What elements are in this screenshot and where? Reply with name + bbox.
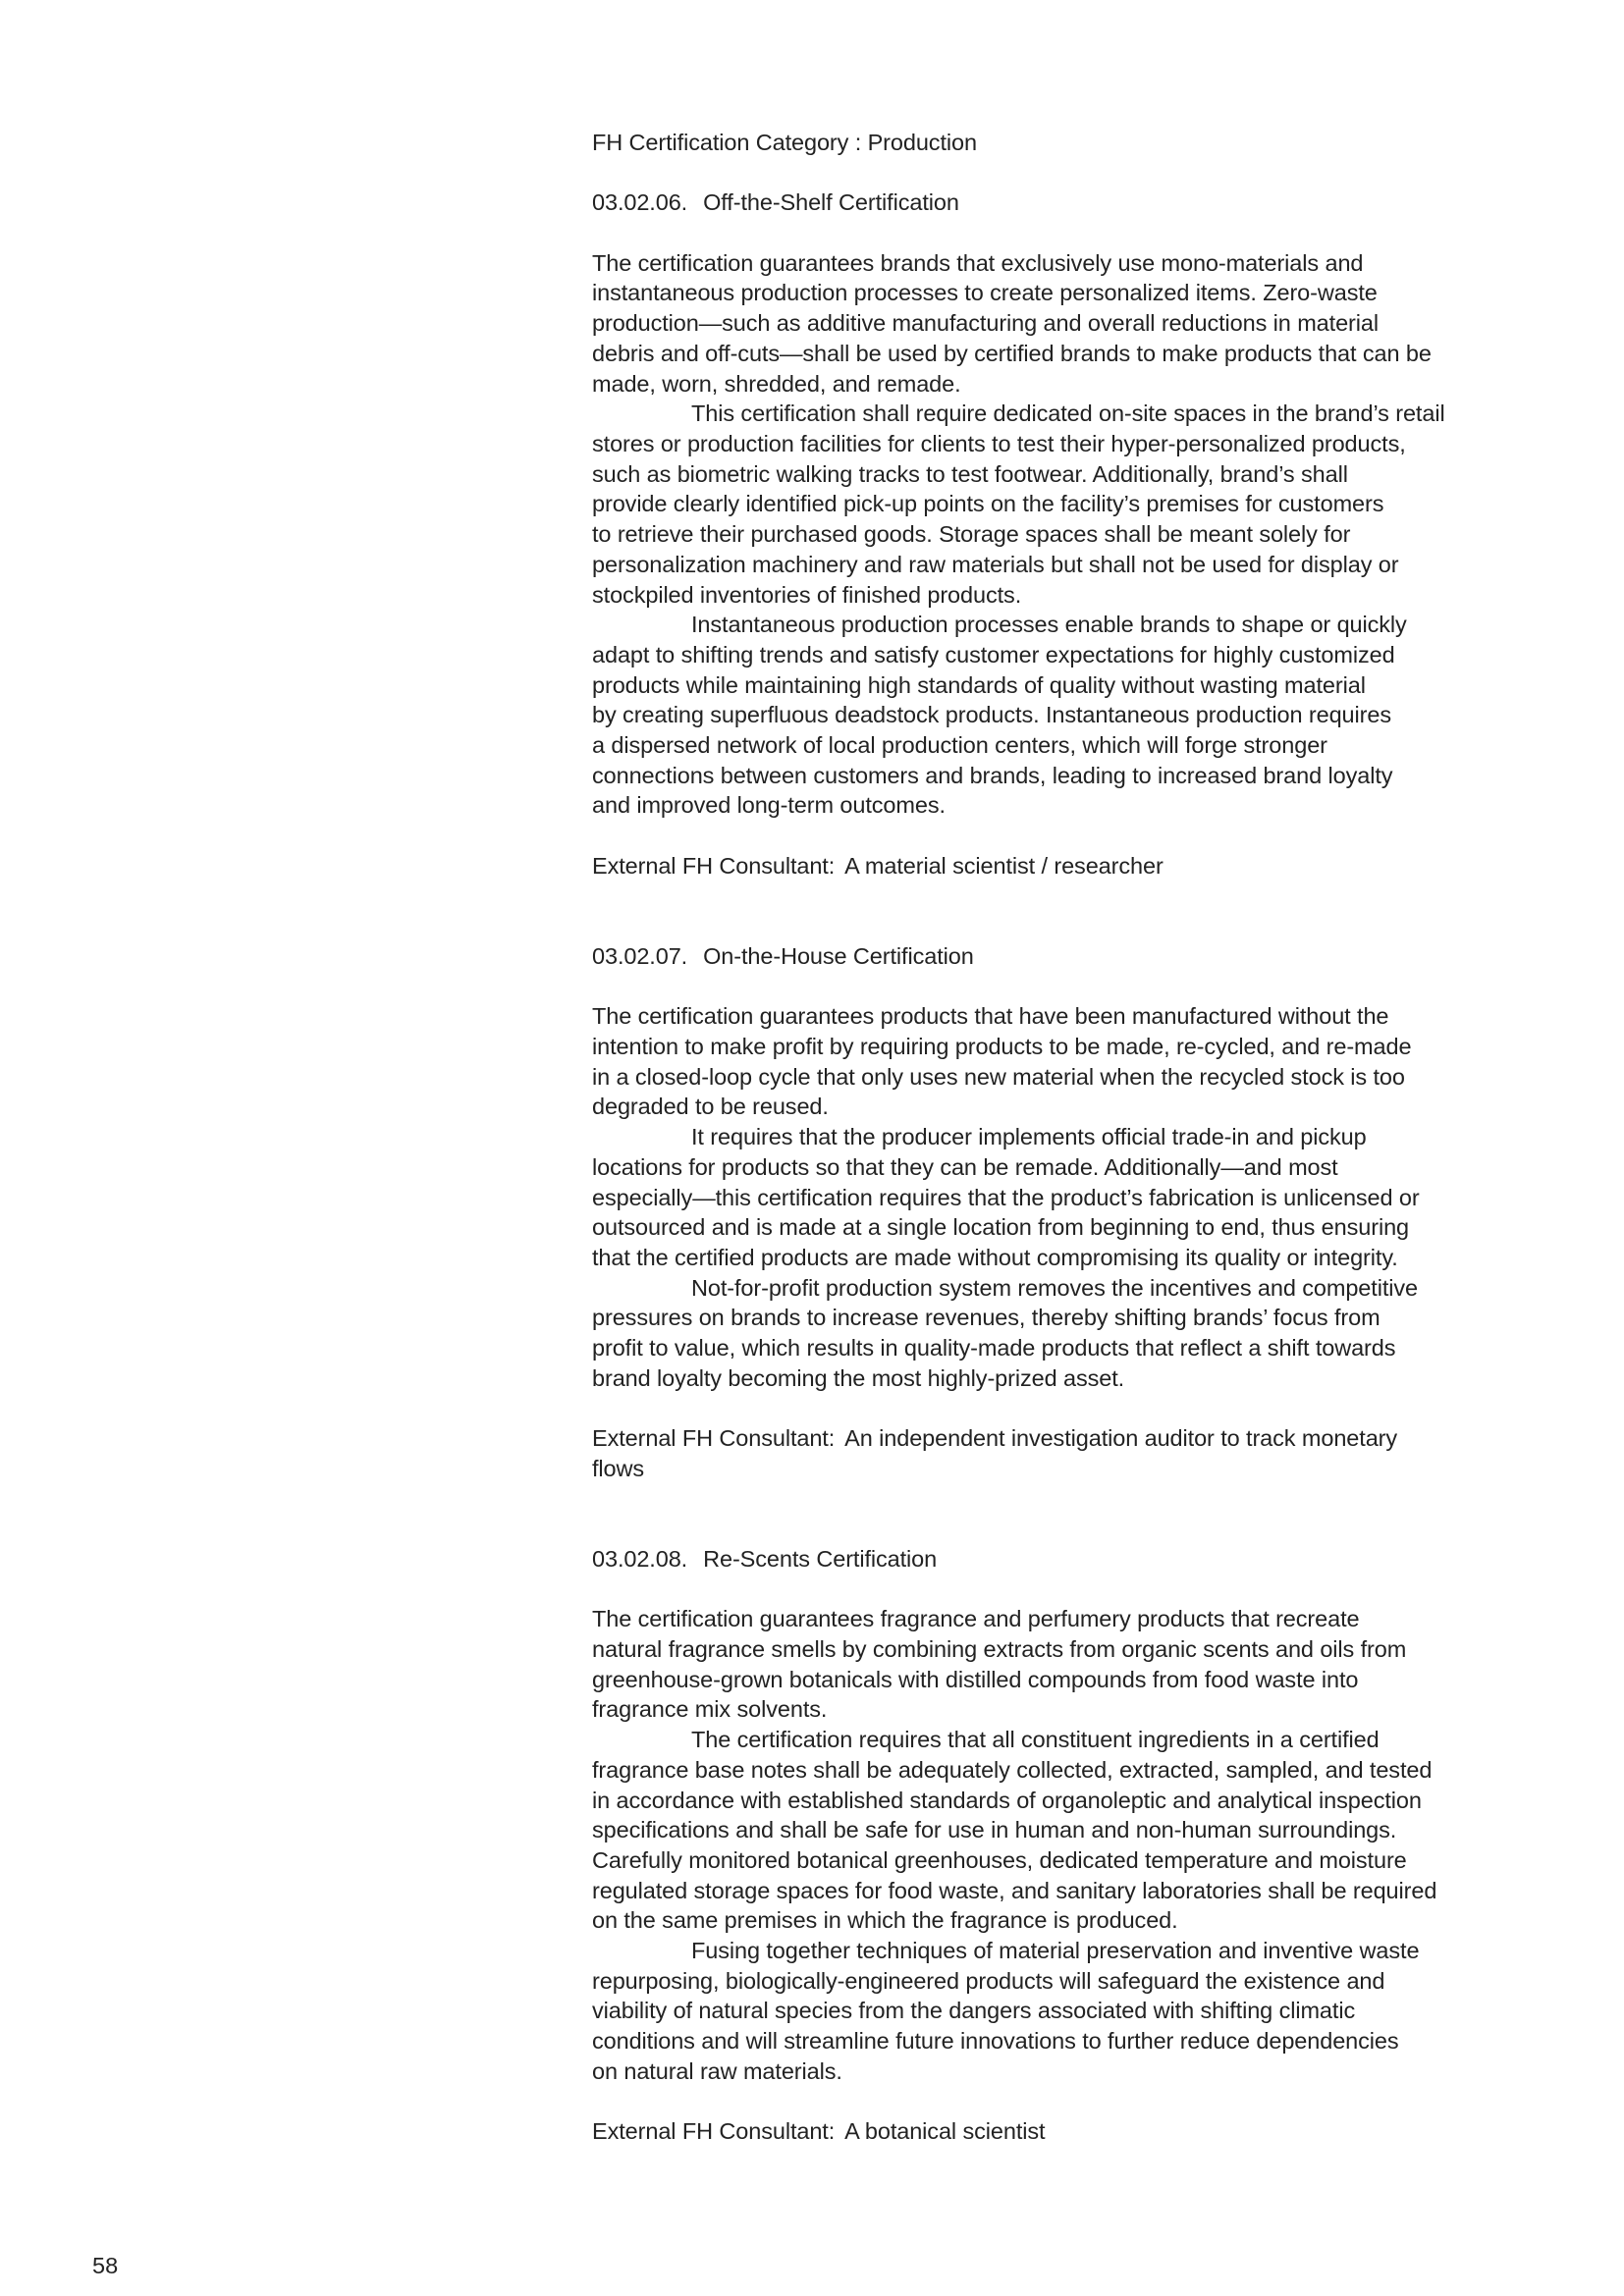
body-line: natural fragrance smells by combining extracts from organic scents and oils from [592,1636,1407,1663]
body-line: stores or production facilities for clients to test their hyper-personalized products, [592,431,1406,456]
body-line: brand loyalty becoming the most highly-prized asset. [592,1364,1125,1391]
body-line: outsourced and is made at a single location from beginning to end, thus ensuring [592,1214,1410,1241]
body-line: specifications and shall be safe for use in human and non-human surroundings. [592,1817,1397,1843]
certification-category: FH Certification Category : Production [592,130,977,155]
section-title: On-the-House Certification [703,942,974,969]
body-line: It requires that the producer implements official trade-in and pickup [691,1124,1367,1150]
body-line: Not-for-profit production system removes the incentives and competitive [691,1274,1419,1301]
consultant-line [592,1423,1552,1454]
section-title: Re-Scents Certification [703,1545,938,1572]
body-line: by creating superfluous deadstock products. Instantaneous production requires [592,702,1391,728]
section-heading [592,941,1552,972]
section-on-the-house [592,941,1552,1484]
document-column [592,128,1552,2147]
external-consultant [592,1423,1552,1483]
body-line: greenhouse-grown botanicals with distilled compounds from food waste into [592,1666,1359,1692]
body-line: The certification guarantees fragrance and perfumery products that recreate [592,1606,1360,1632]
consultant-label: External FH Consultant: [592,2118,836,2145]
body-line: in accordance with established standards of organoleptic and analytical inspection [592,1787,1422,1813]
consultant-line: flows [592,1455,645,1481]
body-line: locations for products so that they can be remade. Additionally—and most [592,1153,1338,1180]
body-line: The certification guarantees brands that exclusively use mono-materials and [592,249,1364,276]
page-number: 58 [92,2253,119,2278]
body-line: fragrance base notes shall be adequately collected, extracted, sampled, and tested [592,1756,1433,1783]
body-line: pressures on brands to increase revenues, thereby shifting brands’ focus from [592,1305,1380,1331]
body-line: such as biometric walking tracks to test footwear. Additionally, brand’s shall [592,460,1348,487]
body-line: products while maintaining high standards of quality without wasting material [592,671,1366,698]
body-line: on natural raw materials. [592,2057,842,2084]
body-line: Fusing together techniques of material preservation and inventive waste [691,1938,1420,1964]
body-line: regulated storage spaces for food waste, and sanitary laboratories shall be required [592,1877,1437,1903]
consultant-label: External FH Consultant: [592,852,836,879]
body-line: Instantaneous production processes enable brands to shape or quickly [691,612,1407,638]
body-line: provide clearly identified pick-up points on the facility’s premises for customers [592,491,1384,517]
body-line: especially—this certification requires that the product’s fabrication is unlicensed or [592,1184,1420,1210]
consultant-line [592,2116,1552,2147]
body-line: made, worn, shredded, and remade. [592,370,961,397]
body-line: production—such as additive manufacturing and overall reductions in material [592,310,1379,337]
section-number: 03.02.07. [592,942,688,969]
section-body [592,1001,1552,1393]
body-line: a dispersed network of local production centers, which will forge stronger [592,732,1327,759]
section-off-the-shelf [592,187,1552,881]
section-heading [592,187,1552,218]
body-line: adapt to shifting trends and satisfy customer expectations for highly customized [592,641,1395,667]
section-body [592,248,1552,821]
body-line: viability of natural species from the dangers associated with shifting climatic [592,1998,1356,2024]
body-line: Carefully monitored botanical greenhouses, dedicated temperature and moisture [592,1846,1407,1873]
body-line: fragrance mix solvents. [592,1696,828,1723]
body-line: This certification shall require dedicated on-site spaces in the brand’s retail [691,400,1445,427]
section-number: 03.02.06. [592,189,688,216]
body-line: intention to make profit by requiring products to be made, re-cycled, and re-made [592,1034,1412,1060]
body-line: degraded to be reused. [592,1094,829,1120]
body-line: stockpiled inventories of finished products. [592,581,1022,608]
section-re-scents [592,1544,1552,2147]
body-line: in a closed-loop cycle that only uses new material when the recycled stock is too [592,1063,1405,1090]
body-line: The certification guarantees products that have been manufactured without the [592,1003,1389,1030]
body-line: personalization machinery and raw materials but shall not be used for display or [592,551,1399,577]
body-line: conditions and will streamline future innovations to further reduce dependencies [592,2028,1399,2055]
body-line: repurposing, biologically-engineered products will safeguard the existence and [592,1967,1385,1994]
external-consultant [592,2116,1552,2147]
section-heading [592,1544,1552,1575]
consultant-value: An independent investigation auditor to track monetary [844,1425,1398,1452]
consultant-value: A material scientist / researcher [844,852,1164,879]
consultant-value: A botanical scientist [844,2118,1046,2145]
body-line: debris and off-cuts—shall be used by certified brands to make products that can be [592,340,1432,366]
body-line: connections between customers and brands, leading to increased brand loyalty [592,762,1393,788]
consultant-line [592,851,1552,881]
body-line: instantaneous production processes to create personalized items. Zero-waste [592,280,1378,306]
body-line: The certification requires that all constituent ingredients in a certified [691,1727,1380,1753]
section-number: 03.02.08. [592,1545,688,1572]
consultant-label: External FH Consultant: [592,1425,836,1452]
body-line: to retrieve their purchased goods. Storage spaces shall be meant solely for [592,521,1351,548]
body-line: that the certified products are made without compromising its quality or integrity. [592,1244,1398,1270]
body-line: on the same premises in which the fragrance is produced. [592,1907,1178,1934]
body-line: and improved long-term outcomes. [592,792,946,819]
external-consultant [592,851,1552,881]
section-body [592,1604,1552,2086]
body-line: profit to value, which results in quality-made products that reflect a shift towards [592,1335,1396,1362]
section-title: Off-the-Shelf Certification [703,189,959,216]
